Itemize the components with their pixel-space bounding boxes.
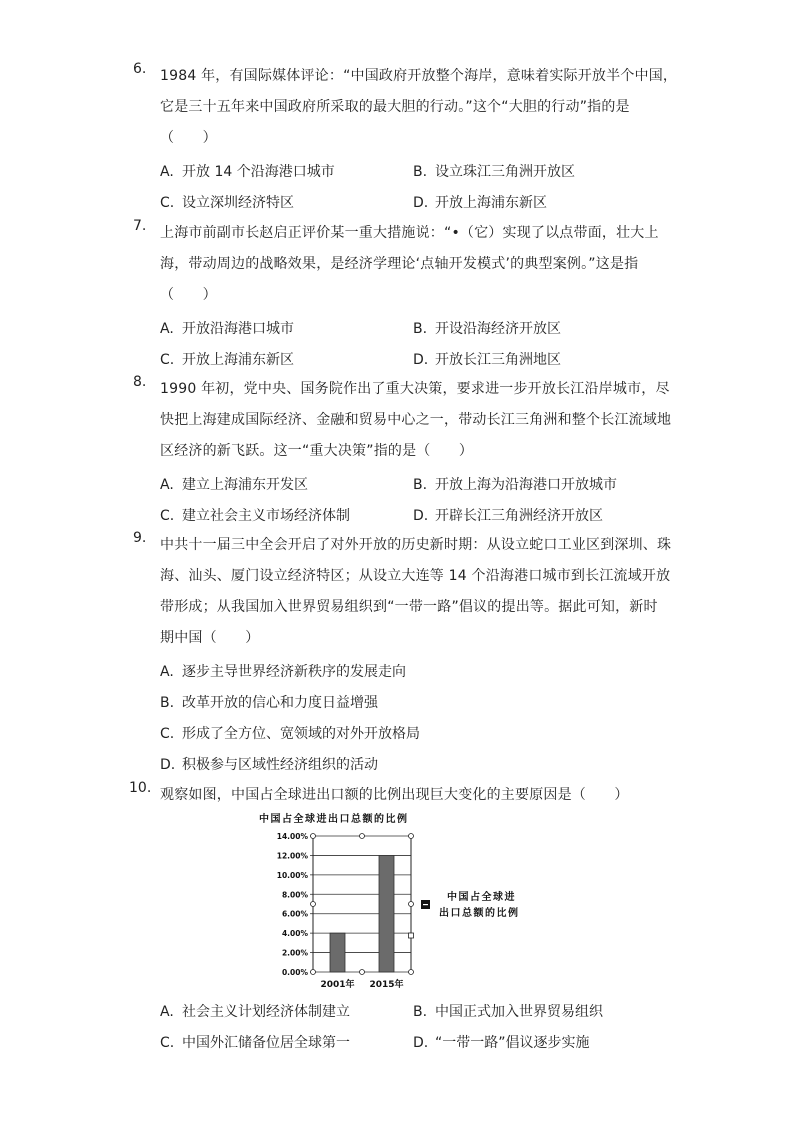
y-tick-label: 2.00% — [281, 948, 308, 958]
option-a[interactable] — [160, 161, 335, 181]
y-tick-label: 4.00% — [281, 929, 308, 939]
option-text: 开设沿海经济开放区 — [435, 321, 561, 337]
option-d[interactable] — [413, 505, 603, 525]
option-letter: D. — [413, 508, 429, 524]
option-b[interactable] — [413, 161, 575, 181]
stem-line: 快把上海建成国际经济、金融和贸易中心之一，带动长江三角洲和整个长江流域地 — [160, 412, 672, 428]
option-b[interactable] — [413, 1001, 603, 1021]
option-letter: C. — [160, 726, 175, 742]
option-text: 社会主义计划经济体制建立 — [182, 1004, 350, 1020]
option-d[interactable] — [160, 754, 378, 774]
stem-line: （ ） — [160, 130, 217, 146]
option-letter: D. — [413, 195, 429, 211]
chart-title: 中国占全球进出口总额的比例 — [259, 814, 409, 825]
x-tick-label: 2001年 — [320, 980, 355, 990]
legend-label-line-2: 出口总额的比例 — [439, 908, 520, 919]
question-number: 8. — [133, 374, 147, 390]
frame-square-handle — [409, 933, 414, 938]
frame-handle — [311, 902, 316, 907]
option-text: 开放上海浦东新区 — [435, 195, 547, 211]
option-letter: B. — [413, 1004, 428, 1020]
stem-line: 观察如图，中国占全球进出口额的比例出现巨大变化的主要原因是（ ） — [160, 787, 629, 803]
stem-line: 1984 年，有国际媒体评论：“中国政府开放整个海岸，意味着实际开放半个中国， — [160, 68, 678, 84]
stem-line: 海、汕头、厦门设立经济特区；从设立大连等 14 个沿海港口城市到长江流域开放 — [160, 568, 671, 584]
y-tick-label: 14.00% — [276, 832, 308, 841]
legend-label-line-1: 中国占全球进 — [447, 892, 516, 903]
option-text: 设立珠江三角洲开放区 — [435, 164, 575, 180]
option-text: 开放长江三角洲地区 — [435, 352, 561, 368]
question-stem — [160, 218, 693, 311]
question-stem — [160, 374, 693, 467]
y-tick-label: 6.00% — [281, 909, 308, 919]
option-text: 建立上海浦东开发区 — [182, 477, 308, 493]
question-9 — [133, 530, 693, 654]
option-text: 中国正式加入世界贸易组织 — [435, 1004, 603, 1020]
chart-legend — [421, 890, 520, 919]
bar — [379, 855, 394, 972]
question-number: 9. — [133, 530, 147, 546]
stem-line: 1990 年初，党中央、国务院作出了重大决策，要求进一步开放长江沿岸城市，尽 — [160, 381, 670, 397]
stem-line: 区经济的新飞跃。这一“重大决策”指的是（ ） — [160, 443, 474, 459]
option-b[interactable] — [160, 692, 378, 712]
question-6 — [133, 61, 693, 154]
frame-handle — [360, 970, 365, 975]
option-c[interactable] — [160, 349, 294, 369]
x-axis-ticks — [320, 978, 403, 990]
option-d[interactable] — [413, 192, 547, 212]
option-letter: A. — [160, 321, 174, 337]
bar — [330, 933, 345, 972]
option-d[interactable] — [413, 349, 561, 369]
option-text: 建立社会主义市场经济体制 — [182, 508, 350, 524]
option-letter: D. — [160, 757, 176, 773]
option-letter: D. — [413, 1035, 429, 1051]
option-letter: B. — [413, 477, 428, 493]
stem-line: 上海市前副市长赵启正评价某一重大措施说：“•（它）实现了以点带面，壮大上 — [160, 225, 659, 241]
option-a[interactable] — [160, 1001, 350, 1021]
option-text: 开放上海浦东新区 — [182, 352, 294, 368]
frame-handle — [360, 834, 365, 839]
option-text: 开辟长江三角洲经济开放区 — [435, 508, 603, 524]
option-letter: A. — [160, 664, 174, 680]
option-text: 形成了全方位、宽领域的对外开放格局 — [182, 726, 420, 742]
legend-swatch-mark — [423, 904, 428, 905]
stem-line: （ ） — [160, 287, 217, 303]
option-letter: A. — [160, 1004, 174, 1020]
x-tick-label: 2015年 — [369, 980, 404, 990]
option-text: 改革开放的信心和力度日益增强 — [182, 695, 378, 711]
question-stem — [160, 530, 693, 654]
option-letter: B. — [413, 321, 428, 337]
option-text: 设立深圳经济特区 — [182, 195, 294, 211]
option-c[interactable] — [160, 1032, 350, 1052]
option-letter: A. — [160, 477, 174, 493]
option-b[interactable] — [413, 318, 561, 338]
frame-handle — [311, 834, 316, 839]
option-text: “一带一路”倡议逐步实施 — [435, 1035, 590, 1051]
question-stem — [160, 61, 693, 154]
bar-chart — [255, 808, 575, 994]
y-tick-label: 0.00% — [281, 968, 308, 977]
stem-line: 它是三十五年来中国政府所采取的最大胆的行动。”这个“大胆的行动”指的是 — [160, 99, 630, 115]
option-letter: C. — [160, 195, 175, 211]
stem-line: 海，带动周边的战略效果，是经济学理论‘点轴开发模式’的典型案例。”这是指 — [160, 256, 639, 272]
option-b[interactable] — [413, 474, 617, 494]
option-a[interactable] — [160, 661, 406, 681]
chart-grid — [310, 834, 414, 975]
option-letter: D. — [413, 352, 429, 368]
option-text: 逐步主导世界经济新秩序的发展走向 — [182, 664, 406, 680]
y-tick-label: 12.00% — [276, 851, 308, 861]
option-a[interactable] — [160, 474, 308, 494]
option-letter: A. — [160, 164, 174, 180]
question-number: 7. — [133, 218, 147, 234]
option-letter: B. — [160, 695, 175, 711]
option-text: 开放 14 个沿海港口城市 — [182, 164, 335, 180]
option-text: 开放沿海港口城市 — [182, 321, 294, 337]
option-text: 中国外汇储备位居全球第一 — [182, 1035, 350, 1051]
stem-line: 带形成；从我国加入世界贸易组织到“一带一路”倡议的提出等。据此可知，新时 — [160, 599, 658, 615]
option-c[interactable] — [160, 505, 350, 525]
option-letter: C. — [160, 508, 175, 524]
option-text: 积极参与区域性经济组织的活动 — [182, 757, 378, 773]
question-number: 6. — [133, 61, 147, 77]
question-10 — [129, 780, 693, 811]
y-tick-label: 8.00% — [281, 890, 308, 900]
option-letter: C. — [160, 1035, 175, 1051]
question-stem — [160, 780, 693, 811]
option-d[interactable] — [413, 1032, 590, 1052]
y-axis-ticks — [277, 832, 309, 977]
frame-handle — [409, 970, 414, 975]
frame-handle — [409, 834, 414, 839]
option-letter: C. — [160, 352, 175, 368]
y-tick-label: 10.00% — [276, 870, 308, 880]
stem-line: 期中国（ ） — [160, 630, 260, 646]
frame-handle — [409, 902, 414, 907]
stem-line: 中共十一届三中全会开启了对外开放的历史新时期：从设立蛇口工业区到深圳、珠 — [160, 537, 672, 553]
option-letter: B. — [413, 164, 428, 180]
option-c[interactable] — [160, 192, 294, 212]
frame-handle — [311, 970, 316, 975]
option-c[interactable] — [160, 723, 420, 743]
question-8 — [133, 374, 693, 467]
option-a[interactable] — [160, 318, 294, 338]
question-7 — [133, 218, 693, 311]
option-text: 开放上海为沿海港口开放城市 — [435, 477, 617, 493]
question-number: 10. — [129, 780, 152, 796]
